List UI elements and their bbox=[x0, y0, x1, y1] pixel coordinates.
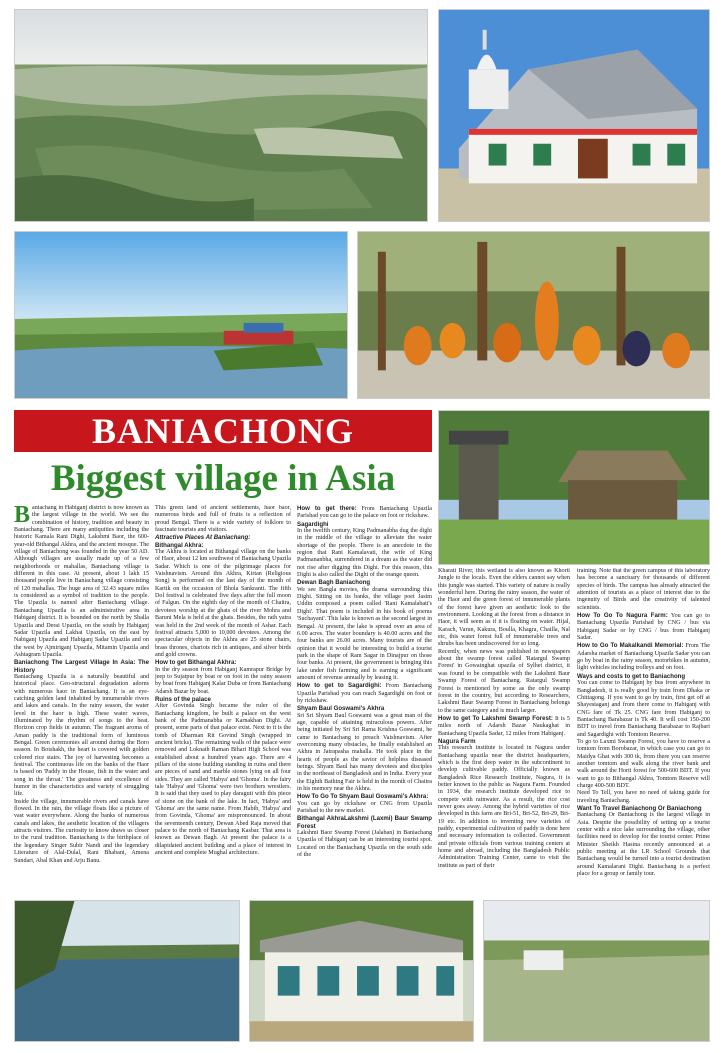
paragraph: You can go to Baniachang Upazila Parishad by CNG / bus via Habiganj Sadar or by CNG / bus from Habiganj Sadar. bbox=[577, 613, 710, 642]
paragraph: From Baniachang Upazila Parishad you can reach Sagardighi on foot or by rickshaw. bbox=[297, 683, 432, 704]
section-heading: Baniachong The Largest Village In Asia: The History bbox=[14, 659, 149, 674]
old-building-photo bbox=[249, 900, 474, 1042]
paragraph: Lakshmi Baor Swamp Forest (Jalaban) in Baniachang Upazila of Habiganj can be an interesting tourist spot. Located on the Baniachang Upazila on the south side of the bbox=[297, 830, 432, 859]
paragraph: You can go by rickshaw or CNG from Upazila Parishad to the new market. bbox=[297, 800, 432, 815]
section-heading: Bithangal AkhraLakshmi (Laxmi) Baur Swamp Forest bbox=[297, 815, 432, 830]
section-heading: How To Go To Shyam Baul Goswami's Akhra: bbox=[297, 793, 429, 801]
section-heading: Nagura Farm bbox=[438, 737, 476, 745]
section-heading: How to Go To Makalkandi Memorial: bbox=[577, 642, 684, 650]
paragraph: Kharati River, this wetland is also known as Khorti Jungle to the locals. Even the elders cannot say when this jungle was started. This variety of nature is really wonderful here. During the rainy season, the water of the Haor and the green forest of innumerable plants of the forest have given an aesthetic look to the environment. Looking at the forest from a distance in Haor, it will seem as if it is floating on water. Hijal, Karach, Varun, Kakura, Boulla, Khagra, Chailla, Nal etc, this water forest full of innumerable trees and shrubs has been undiscovered for so long. bbox=[438, 568, 570, 648]
section-heading: How To Go To Nagura Farm: bbox=[577, 612, 668, 620]
paragraph: The Akhra is located at Bithangal village on the banks of Haor, about 12 km southwest of Baniachang Upazila Sadar. Which is one of the pilgrimage places for Vaishnavism. Around this Akhra, Kirtan (Religious Song) is performed on the last day of the month of Kartik on the occasion of Bhola Sankranti. The fifth Dol festival is celebrated five days after the full moon of Falgun. On the eighth day of the month of Chaitra, devotees worship at the ghats of the river Mohra and Baruni Mela is held at the ghats. Besides, the rath yatra was held in the 2nd week of the month of Ashar. Each festival attracts 5,000 to 10,000 devotees. Among the spectacular objects in the Akhra are 25 stone chairs, brass thrones, chariots rich in antiques, and silver birds and gold crowns. bbox=[155, 549, 291, 658]
section-heading: Want To Travel Baniachong Or Baniachong bbox=[577, 805, 702, 812]
thatched-house-photo bbox=[438, 410, 710, 565]
section-heading: Ruins of the palace bbox=[155, 695, 211, 703]
devotees-gathering-photo bbox=[357, 231, 710, 399]
paragraph: To go to Laxmi Swamp Forest, you have to reserve a tomtom from Borobazar, in which case you can go to Maidya Ghat with 300 tk, from there you can reserve another tomtom and walk along the river bank and walk around the Horti forest for 500-600 BDT. If you want to go to Bithangal Akhra, Tomtom Reserve will charge 400-500 BDT. bbox=[577, 738, 710, 789]
paragraph: Recently, when news was published in newspapers about the swamp forest called 'Ratargul Swamp Forest' in Gowainghat upazila of Sylhet district, it was found to be compatible with the Lakshmi Baur Swamp Forest of Baniachang. Ratargul Swamp Forest is mentioned by some as the only swamp forest in the country, but according to Researchers, Lakshmi Baur Swamp Forest in Baniachang belongs to the same category and is much larger. bbox=[438, 648, 570, 714]
paragraph: After Govinda Singh became the ruler of the Baniachang kingdom, he built a palace on the west bank of the Padmanabha or Karnakhan Dighi. At present, some parts of that palace exist. Next to it is the tomb of Dharman Rit Govind Singh (wrapped in ancient bricks). The remaining walls of the palace were removed and Loknath Raman Bihari High School was established about a hundred years ago. There are 4 pillars of the stone building standing in ruins and there are pieces of sand and marble stones lying on all four sides. They are called 'Habya' and 'Ghoma'. In the fairy tale 'Habya' and 'Ghoma' were two brothers wrestlers. It is said that they used to play daraguti with this piece of stone on the bank of the lake. In fact, 'Habya' and 'Ghoma' are the same name. From Habib, 'Habya' and from Govinda, 'Ghoma' are mispronounced. In about the seventeenth century, Dewan Abed Raja moved that palace to the north of Baniachang Kasbar. That area is known as Dewan Bagh. At present the palace is a dilapidated ancient building and a place of interest in ancient and complete Mughal architecture. bbox=[155, 703, 291, 857]
section-heading: Dewan Bagh Baniachong bbox=[297, 579, 371, 587]
paragraph: Need To Tell, you have no need of taking guide for traveling Baniachang. bbox=[577, 790, 710, 804]
paddy-field-photo bbox=[483, 900, 710, 1042]
paragraph: Baniachang Or Baniachong is the largest village in Asia. Despite the possibility of setting up a tourist center with a nice lake surrounding the village, other facilities need to develop for the tourist center. Prime Minister Sheikh Hasina recently announced at a public meeting at the LR School Grounds that Baniachang would be turned into a tourist destination around Kamalarani Dighi. Baniachang is a perfect place for a group or family tour. bbox=[577, 812, 710, 878]
section-heading: How to get To Lakshmi Swamp Forest: bbox=[438, 714, 553, 722]
page-subtitle: Biggest village in Asia bbox=[50, 457, 396, 499]
haor-water-photo bbox=[14, 900, 240, 1042]
paragraph: It is 5 miles north of Adarsh Bazar Naukaghat in Baniachang Upazila Sadar, 12 miles from Habiganj. bbox=[438, 715, 570, 737]
paragraph: We see Bangla movies, the drama surrounding this Dighi. Sitting on its banks, the village poet Jasim Uddin composed a poem called 'Rani Kamalabati's Dighi'. That poem is included in his book of poems 'Suchayani'. This lake is known as the second largest in Bengal. At present, the lake is spread over an area of 6.00 acres. The water boundary is 40.00 acres and the four banks are 26.00 acres. Many tourists are of the opinion that it would be interesting to build a tourist park in the shape of Ram Sagar in Dinajpur on those four banks. At present, the government is bringing this lake under fish farming and is earning a significant amount of revenue annually by leasing it. bbox=[297, 586, 432, 681]
article-column-2 bbox=[155, 505, 291, 895]
paragraph: Baniachang Upazila is a naturally beautiful and historical place. Geo-structural degradation adorns with numerous haor in Baniachang. It is an eye-catching golden land inhabited by innumerable rivers and lakes and canals. In the rainy season, the water level in the haor is high. These water waves, illuminated by the rhythm of songs to the beat. Horizon crop fields in autumn. The fragrant aroma of Aman paddy is the traditional form of luminous Bengal. Green ceremonies all around during the Boro season. In Boishakh, the heart is covered with golden colored rice stairs. The joy of harvesting becomes a festival. The continuous life on the banks of the Haor is based on 'Paddy in the House, fish in the water and song in the throat.' The greatness and excellence of humor in the characteristics and variety of struggling life. bbox=[14, 673, 149, 798]
paragraph: This green land of ancient settlements, haor baor, numerous birds and full of fruits is a reflection of proud Bengal. There is a wide variety of folklore to fascinate tourists and visitors. bbox=[155, 505, 291, 534]
drop-cap: B bbox=[14, 505, 31, 528]
paragraph: In the dry season from Habiganj Kamrapur Bridge by jeep to Sujatpur by boat or on foot in the rainy season by boat from Habiganj Kalar Duba or from Baniachang Adarsh Bazar by boat. bbox=[155, 666, 291, 695]
aerial-village-photo bbox=[14, 9, 428, 222]
article-column-5 bbox=[577, 568, 710, 895]
section-heading: How to get to Sagardighi: bbox=[297, 682, 382, 690]
intro-paragraph: aniachang in Habiganj district is now known as the largest village in the world. We see the combination of history, tradition and beauty in Baniachang. There are many antiquities including the historic Kamala Rani Dighi, Lakshmi Baor, the 600-year-old Bithangal Akhra, and the ancient mosque. The village of Baniachong was founded in the year 50 AD. Although villages are usually made up of a few neighborhoods or mahallas, Baniachang village is different in this case. At present, about 1 lakh 15 thousand people live in Baniachang village consisting of 120 mahallas. The huge area of 32.43 square miles is considered as a symbol of tradition to the people. The Upazila is named after Baniachang village. Baniachang Upazila is an administrative area in Habiganj district. It is bounded on the north by Shalla Upazila and Derai Upazila, on the south by Habiganj Sadar Upazila and Lakhai Upazila, on the east by Nabiganj Upazila and Habiganj Sadar Upazila and on the west by Ajmiriganj Upazila, Mitamin Upazila and Ashtagram Upazila. bbox=[14, 505, 149, 658]
title-banner bbox=[14, 410, 432, 452]
article-column-3 bbox=[297, 505, 432, 895]
paragraph: From The Adarsha market of Baniachang Upazila Sadar you can go by boat in the rainy season, motorbikes in autumn, light vehicles including trolleys and on foot. bbox=[577, 643, 710, 672]
section-heading: Shyam Baul Goswami's Akhra bbox=[297, 705, 385, 713]
haor-boats-photo bbox=[14, 231, 348, 399]
paragraph: In the twelfth century, King Padmanabha dug the dighi in the middle of the village to alleviate the water shortage of the people. There is an anecdote in the region that Rani Kamalavati, the wife of King Padmananbha, surrendered in a dream as the water did not rise after digging this Dighi. For this reason, this Dighi is also called the Dighi of the orange queen. bbox=[297, 528, 432, 579]
page-title: BANIACHONG bbox=[91, 411, 355, 451]
article-column-4 bbox=[438, 568, 570, 895]
section-heading: How to get there: bbox=[297, 505, 357, 512]
paragraph: training. Note that the green campus of this laboratory has become a sanctuary for thousands of different species of birds. The campus has already attracted the attention of tourists as a place of interest due to the ingenuity of Birds and the creativity of talented scientists. bbox=[577, 568, 710, 611]
paragraph: You can come to Habiganj by bus from anywhere in Bangladesh, it is really good by train from Dhaka or Chittagong. If you want to go by train, first get off at Shayestaganj and from there come to Habiganj with CNG fare of Tk 25. CNG fare from Habiganj to Baniachang Barabazar is Tk 40. It will cost 150-200 BDT to travel from Baniachang Barabazar to Rajbari and Sagardighi with Tomtom Reserve. bbox=[577, 680, 710, 738]
section-heading: Sagardighi bbox=[297, 520, 329, 528]
paragraph: Sri Sri Shyam Baul Goswami was a great man of the age, capable of attaining miraculous powers. After being initiated by Sri Sri Rama Krishna Goswami, he came to Baniachang to preach Vaishnavism. After overcoming many obstacles, he finally established an Akhra in Jatrapasha mahalla. He took place in the hearts of people as the savior of helpless diseased beings. Shyam Baul has many devotees and disciples in the northeast of Bangladesh and in India. Every year the Eighth Bathing Fair is held in the month of Chaitra in his memory near the Akhra. bbox=[297, 712, 432, 793]
paragraph: This research institute is located in Nagura under Baniachang upazila near the district headquarters, which is the first deep water in the subcontinent to develop cultivable paddy. Officially known as Bangladesh Rice Research Institute, Nagura, it is better known to the public as Nagura Farm. Founded in 1934, the research institute developed rice to compete with rainwater. As a result, the rice cost never goes away. Among the hybrid varieties of rice developed in this farm are Bri-51, Bri-52, Bri-29, Bri-19 etc. In addition to inventing new varieties of paddy, experimental cultivation of paddy is done here and necessary information is collected. Government and private officials from various training centers at home and abroad, including the Bangladesh Public Administration Training Center, came to visit the institute as part of their bbox=[438, 745, 570, 869]
paragraph: Inside the village, innumerable rivers and canals have flowed. In the rain, the village floats like a picture of vast water everywhere. Along the banks of numerous canals and lakes, the aesthetic location of the villagers attracts visitors. The curiosity to know draws us closer to the rural tradition. Baniachang is the birthplace of the legendary Singer Subir Nandi and the legendary Literature of Alal-Dulal, Rani Bhabani, Amena Sundari, Abal Khan and Arju Banu. bbox=[14, 798, 149, 864]
section-heading: Attractive Places At Baniachang: bbox=[155, 534, 251, 542]
akhra-temple-photo bbox=[438, 9, 710, 222]
article-column-1 bbox=[14, 505, 149, 895]
section-heading: Ways and costs to get to Baniachong bbox=[577, 672, 686, 680]
section-heading: Bithangal Akhra: bbox=[155, 541, 204, 549]
paragraph: From Baniachang Upazila Parishad you can go to the palace on foot or rickshaw. bbox=[297, 506, 432, 520]
section-heading: How to get Bithangal Akhra: bbox=[155, 659, 237, 667]
